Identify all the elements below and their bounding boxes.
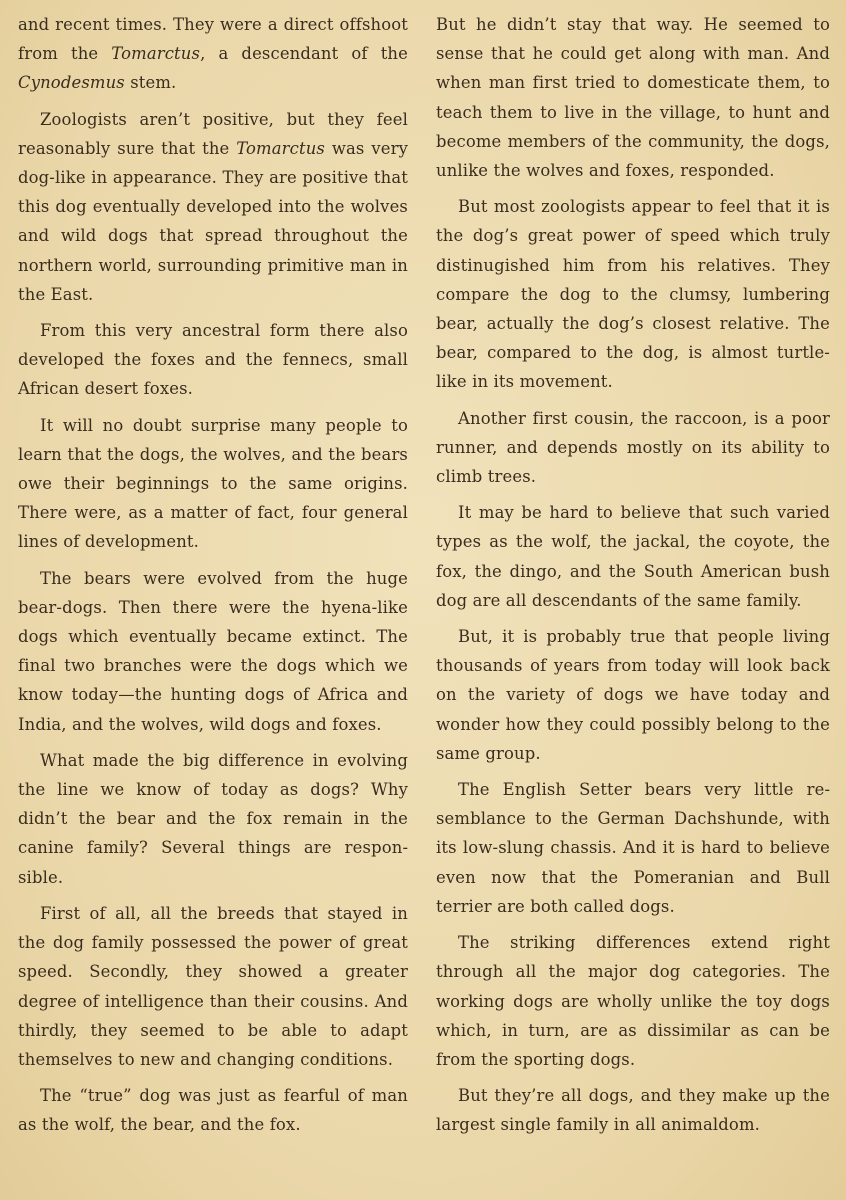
paragraph-text: was very dog-like in appearance. They are positive that this dog eventually developed into the wolves and wild dogs that spread throughout the northern world, surrounding primitive man in the East. — [18, 138, 408, 304]
paragraph-2 — [18, 105, 408, 309]
paragraph-14: The English Setter bears very little resemblance to the German Dachshunde, with its low-slung chassis. And it is hard to believe even now that the Pomeranian and Bull terrier are both called dogs. — [436, 780, 830, 916]
paragraph-6: What made the big difference in evolving the line we know of today as dogs? Why didn’t the bear and the fox remain in the canine family? Several things are responsible. — [18, 750, 408, 887]
paragraph-15: The striking differences extend right through all the major dog categories. The working dogs are wholly unlike the toy dogs which, in turn, are as dissimilar as can be from the sporting dogs. — [436, 933, 830, 1069]
paragraph-9: But he didn’t stay that way. He seemed to sense that he could get along with man. And when man first tried to domesticate them, to teach them to live in the village, to hunt and become members of the community, the dogs, unlike the wolves and foxes, responded. — [436, 15, 830, 181]
genus-name: Tomarctus — [236, 138, 325, 158]
paragraph-11: Another first cousin, the raccoon, is a poor runner, and depends mostly on its ability to climb trees. — [436, 408, 830, 487]
paragraph-3: From this very ancestral form there also developed the foxes and the fennecs, small African desert foxes. — [18, 321, 408, 399]
paragraph-4: It will no doubt surprise many people to learn that the dogs, the wolves, and the bears owe their beginnings to the same origins. There were, as a matter of fact, four general lines of development. — [18, 415, 408, 552]
paragraph-5: The bears were evolved from the huge bear-dogs. Then there were the hyena-like dogs which eventually became extinct. The final two branches were the dogs which we know today—the hunting dogs of Africa and India, and the wolves, wild dogs and foxes. — [18, 568, 408, 734]
left-column — [18, 10, 408, 1147]
paragraph-12: It may be hard to believe that such varied types as the wolf, the jackal, the coyote, the fox, the dingo, and the South American bush dog are all descendants of the same family. — [436, 503, 830, 610]
genus-name: Tomarctus — [111, 44, 201, 64]
paragraph-1 — [18, 10, 408, 98]
paragraph-7: First of all, all the breeds that stayed in the dog family possessed the power of great speed. Secondly, they showed a greater degree of intelligence than their cousins. And thirdly, they seemed to be able to adapt themselves to new and changing conditions. — [18, 903, 408, 1069]
paragraph-16: But they’re all dogs, and they make up the largest single family in all animaldom. — [436, 1086, 830, 1135]
right-column — [436, 10, 830, 1147]
paragraph-text: , a descendant of the — [200, 44, 408, 64]
paragraph-8: The “true” dog was just as fearful of man as the wolf, the bear, and the fox. — [18, 1086, 408, 1135]
paragraph-13: But, it is probably true that people living thousands of years from today will look back on the variety of dogs we have today and wonder how they could possibly belong to the same group. — [436, 627, 830, 763]
paragraph-text: stem. — [124, 73, 177, 93]
paragraph-text: Zoologists aren’t positive, but they feel reasonably sure that the — [18, 109, 408, 158]
paragraph-10: But most zoologists appear to feel that it is the dog’s great power of speed which truly distinugished him from his relatives. They compare the dog to the clumsy, lumbering bear, actually the dog’s closest relative. The bear, compared to the dog, is almost turtle-like in its movement. — [436, 197, 830, 392]
genus-name: Cynodesmus — [18, 73, 125, 93]
paragraph-text: and recent times. They were a direct offshoot from the — [18, 15, 408, 64]
